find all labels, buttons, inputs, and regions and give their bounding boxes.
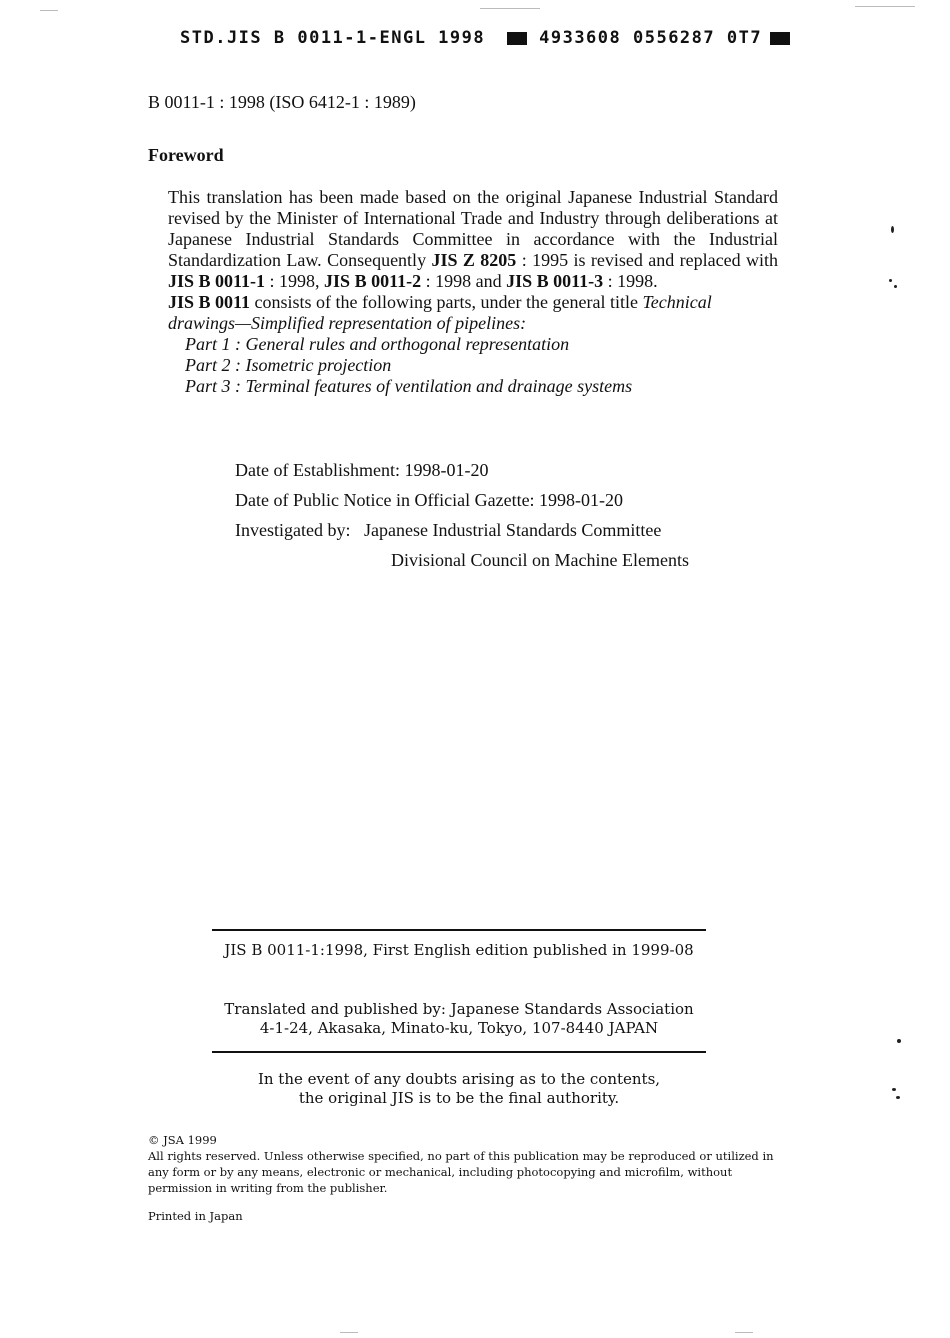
- parts-list: [168, 334, 778, 397]
- foreword-paragraph-2: [168, 292, 778, 334]
- investigated-by-label: Investigated by:: [235, 520, 351, 540]
- authority-line-1: In the event of any doubts arising as to the contents,: [257, 1070, 661, 1088]
- standard-reference: JIS B 0011-3: [506, 271, 604, 291]
- foreword-body: [168, 187, 778, 397]
- authority-line-2: the original JIS is to be the final authority.: [298, 1089, 620, 1107]
- date-of-establishment: Date of Establishment: 1998-01-20: [235, 460, 489, 480]
- header-stamp-right: 4933608 0556287 0T7: [539, 28, 763, 48]
- scan-mark: [855, 6, 915, 7]
- series-title: Technical drawings—Simplified representation of pipelines:: [168, 292, 712, 333]
- scan-speck: [894, 285, 897, 288]
- divider-top: [212, 929, 706, 931]
- list-item: Part 1 : General rules and orthogonal representation: [185, 334, 570, 354]
- scan-mark: [340, 1332, 358, 1333]
- publisher-line-2: 4-1-24, Akasaka, Minato-ku, Tokyo, 107-8440 JAPAN: [259, 1019, 659, 1037]
- publisher-line-1: Translated and published by: Japanese Standards Association: [224, 1000, 694, 1018]
- scan-speck: [891, 226, 894, 233]
- scan-speck: [897, 1039, 901, 1043]
- scan-mark: [480, 8, 540, 9]
- text-run: consists of the following parts, under the general title: [250, 292, 643, 312]
- investigated-by-row: [235, 515, 689, 545]
- printed-in: Printed in Japan: [148, 1209, 243, 1223]
- scan-speck: [892, 1088, 896, 1091]
- list-item: Part 2 : Isometric projection: [185, 355, 392, 375]
- scan-speck: [896, 1096, 900, 1099]
- standard-reference: JIS B 0011-1: [168, 271, 266, 291]
- scan-speck: [889, 279, 892, 282]
- list-item: Part 3 : Terminal features of ventilation and drainage systems: [185, 376, 633, 396]
- standard-reference: JIS Z 8205: [431, 250, 517, 270]
- stamp-block: [770, 32, 790, 45]
- foreword-paragraph-1: [168, 187, 778, 292]
- text-run: This translation has been made based on the original Japanese Industrial Standard revised by the Minister of International Trade and Industry through deliberations at Japanese Industrial Standards Committee in accordance with the Industrial Standardization Law. Consequently: [168, 187, 778, 270]
- scan-mark: [40, 10, 58, 11]
- standard-reference: JIS B 0011: [168, 292, 251, 312]
- stamp-block: [507, 32, 527, 45]
- date-of-public-notice: Date of Public Notice in Official Gazette: 1998-01-20: [235, 490, 624, 510]
- copyright-notice: © JSA 1999: [148, 1133, 217, 1147]
- text-run: : 1998 and: [421, 271, 507, 291]
- text-run: : 1998,: [265, 271, 325, 291]
- scan-mark: [735, 1332, 753, 1333]
- copyright-block: [148, 1132, 788, 1196]
- investigated-by-committee: Japanese Industrial Standards Committee: [363, 520, 662, 540]
- header-stamp-left: STD.JIS B 0011-1-ENGL 1998: [180, 28, 486, 48]
- edition-line: JIS B 0011-1:1998, First English edition published in 1999-08: [224, 941, 694, 959]
- investigated-by-council: Divisional Council on Machine Elements: [391, 550, 689, 570]
- foreword-heading: Foreword: [148, 145, 224, 165]
- text-run: : 1998.: [603, 271, 658, 291]
- header-stamp: [180, 28, 790, 48]
- dates-block: [235, 455, 689, 575]
- document-number: B 0011-1 : 1998 (ISO 6412-1 : 1989): [148, 92, 416, 112]
- divider-bottom: [212, 1051, 706, 1053]
- text-run: : 1995 is revised and replaced with: [516, 250, 778, 270]
- rights-statement: All rights reserved. Unless otherwise specified, no part of this publication may be reproduced or utilized in any form or by any means, electronic or mechanical, including photocopying and microfilm, without permission in writing from the publisher.: [148, 1149, 774, 1195]
- standard-reference: JIS B 0011-2: [324, 271, 422, 291]
